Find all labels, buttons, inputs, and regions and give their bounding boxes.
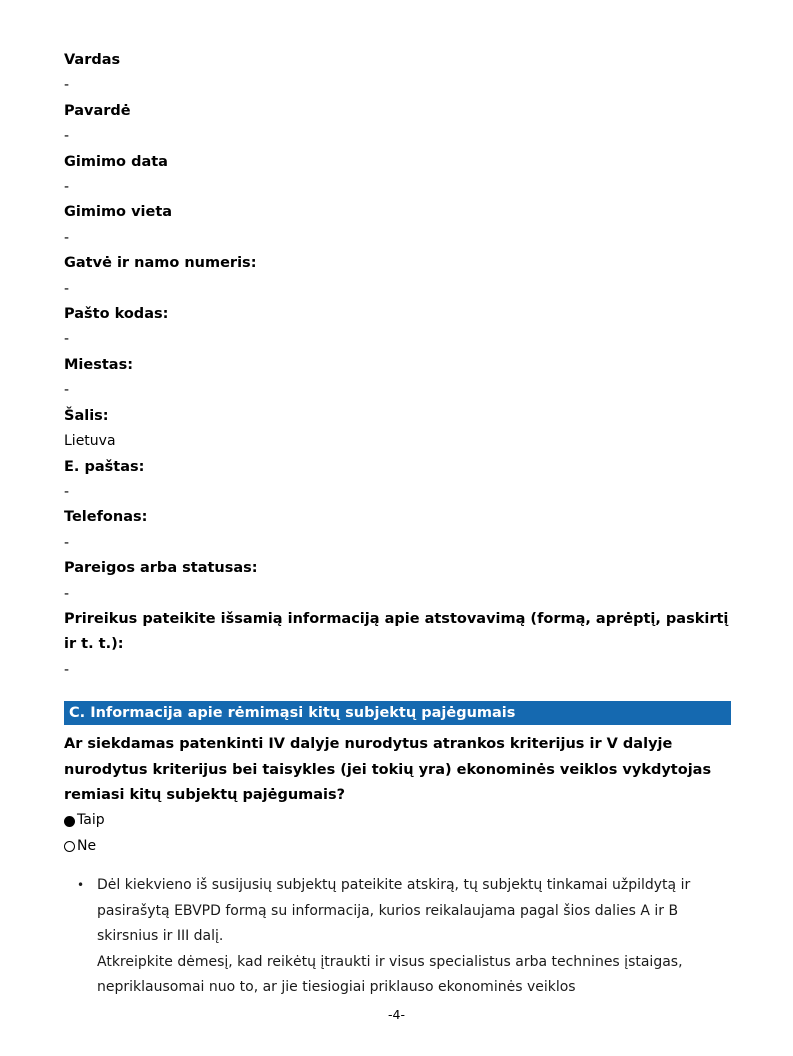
field-label: Miestas:: [64, 356, 134, 373]
field-value: -: [64, 661, 70, 678]
field-label: Pavardė: [64, 102, 131, 119]
note-text: Dėl kiekvieno iš susijusių subjektų pateikite atskirą, tų subjektų tinkamai užpildytą ir pasirašytą EBVPD formą su informacija, kurios reikalaujama pagal šios dalies A ir B skirsnius ir III dalį.: [97, 877, 691, 945]
field-value: -: [64, 128, 70, 145]
radio-option-label: Ne: [77, 837, 97, 854]
field-label: Prireikus pateikite išsamią informaciją apie atstovavimą (formą, aprėptį, paskirtį ir t. t.):: [64, 610, 729, 653]
field-label: Šalis:: [64, 407, 109, 424]
radio-option-taip[interactable]: [64, 808, 731, 833]
field-pasto-kodas: [64, 302, 731, 353]
field-label: Pareigos arba statusas:: [64, 560, 258, 577]
field-label: Gimimo vieta: [64, 204, 173, 221]
field-salis: [64, 404, 731, 455]
field-value: -: [64, 77, 70, 94]
field-gatve: [64, 251, 731, 302]
field-label: Gimimo data: [64, 153, 168, 170]
radio-unselected-icon: [64, 841, 75, 852]
field-label: Pašto kodas:: [64, 306, 169, 323]
radio-group: [64, 808, 731, 859]
note-text: Atkreipkite dėmesį, kad reikėtų įtraukti ir visus specialistus arba technines įstaigas, nepriklausomai nuo to, ar jie tiesiogiai priklauso ekonominės veiklos: [97, 953, 683, 996]
field-value: -: [64, 585, 70, 602]
note-item: [64, 873, 731, 950]
field-value: -: [64, 280, 70, 297]
radio-option-ne[interactable]: [64, 834, 731, 859]
field-value: -: [64, 382, 70, 399]
section-header-bar: [64, 701, 731, 725]
field-value: -: [64, 483, 70, 500]
field-gimimo-vieta: [64, 200, 731, 251]
field-value: Lietuva: [64, 433, 116, 450]
field-pavarde: [64, 99, 731, 150]
radio-option-label: Taip: [77, 812, 105, 829]
section-title: C. Informacija apie rėmimąsi kitų subjektų pajėgumais: [69, 705, 516, 722]
field-label: E. paštas:: [64, 458, 145, 475]
field-atstovavimas: [64, 607, 731, 683]
field-epastas: [64, 455, 731, 506]
field-label: Telefonas:: [64, 509, 148, 526]
bullet-icon: •: [76, 878, 85, 893]
page-number: -4-: [388, 1007, 405, 1022]
field-label: Vardas: [64, 52, 121, 68]
notes-list: [64, 873, 731, 1001]
field-pareigos: [64, 556, 731, 607]
field-gimimo-data: [64, 150, 731, 201]
field-value: -: [64, 179, 70, 196]
field-telefonas: [64, 505, 731, 556]
field-label: Gatvė ir namo numeris:: [64, 255, 257, 272]
field-vardas: [64, 48, 731, 99]
question-text: Ar siekdamas patenkinti IV dalyje nurodytus atrankos kriterijus ir V dalyje nurodytus kriterijus bei taisykles (jei tokių yra) ekonominės veiklos vykdytojas remiasi kitų subjektų pajėgumais?: [64, 736, 712, 803]
contact-fields: [64, 48, 731, 683]
note-item-continuation: [64, 950, 731, 1001]
bullet-spacer: [64, 950, 97, 1001]
field-value: -: [64, 534, 70, 551]
field-value: -: [64, 229, 70, 246]
radio-selected-icon: [64, 816, 75, 827]
field-value: -: [64, 331, 70, 348]
field-miestas: [64, 353, 731, 404]
